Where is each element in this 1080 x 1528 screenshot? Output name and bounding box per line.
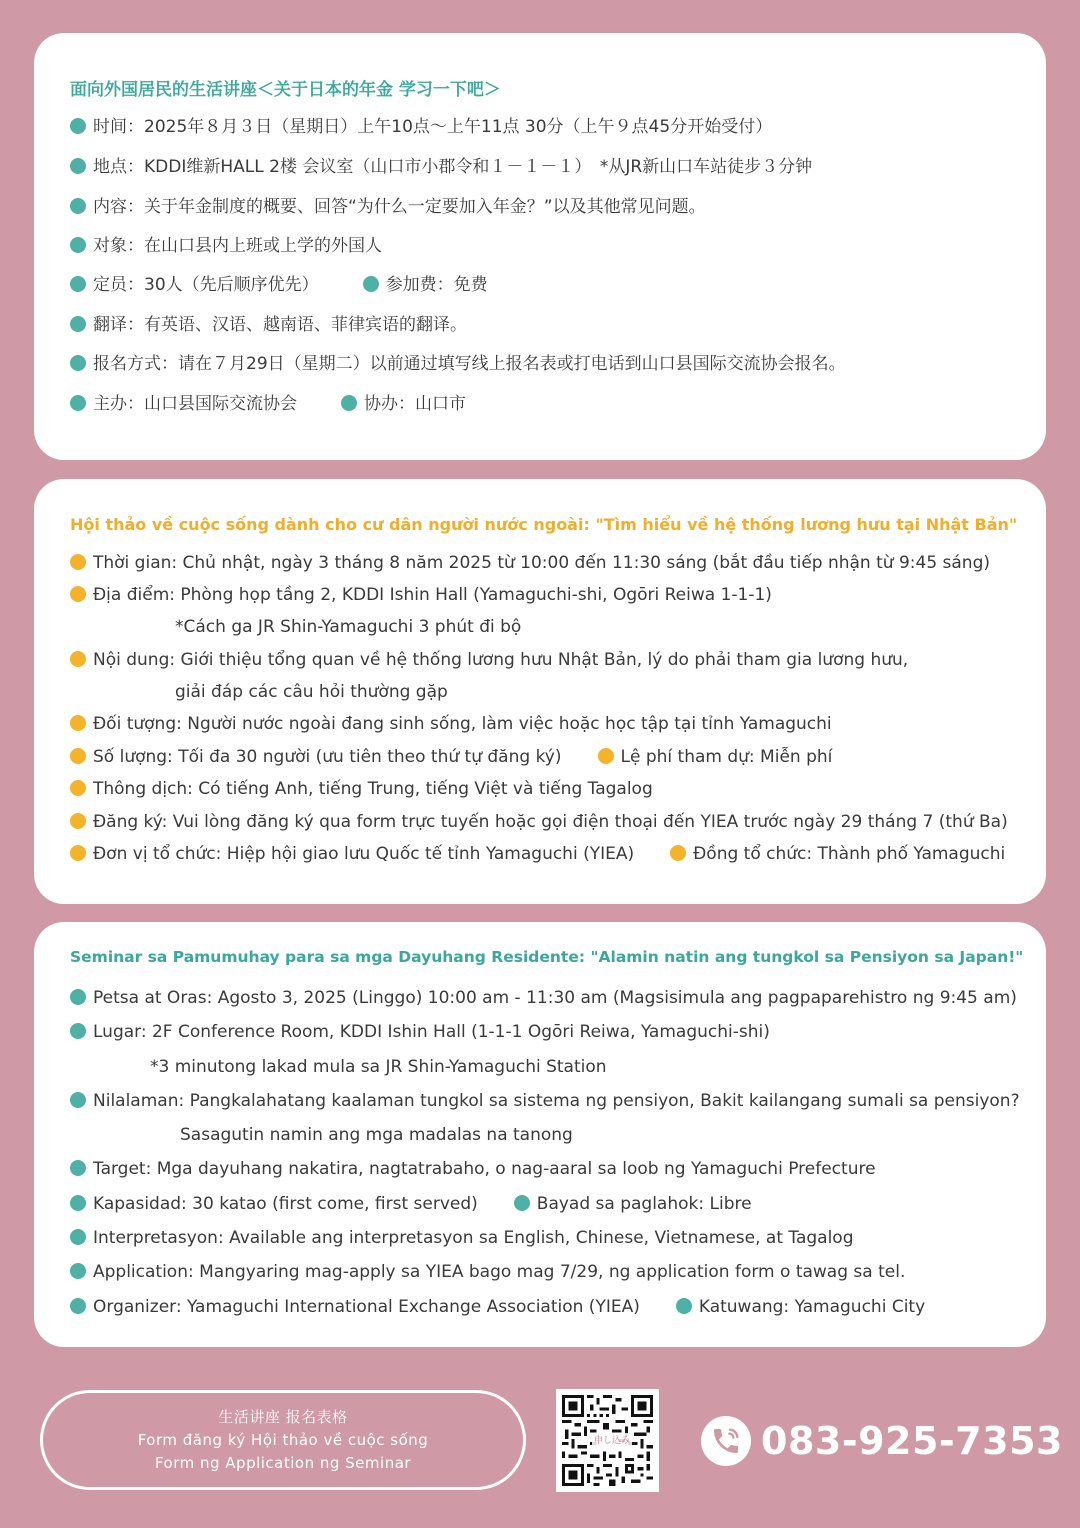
info-organizer <box>70 394 1026 415</box>
info-application: Đăng ký: Vui lòng đăng ký qua form trực tuyến hoặc gọi điện thoại đến YIEA trước ngày 29 tháng 7 (thứ Ba) <box>70 812 1026 832</box>
info-application: 报名方式：请在７月29日（星期二）以前通过填写线上报名表或打电话到山口县国际交流协会报名。 <box>70 354 1026 374</box>
bullet-dot <box>70 316 86 332</box>
info-target: Đối tượng: Người nước ngoài đang sinh sống, làm việc hoặc học tập tại tỉnh Yamaguchi <box>70 714 1026 734</box>
bullet-dot <box>70 651 86 667</box>
bullet-dot <box>70 780 86 796</box>
bullet-dot <box>70 1298 86 1314</box>
info-cosponsor: 协办：山口市 <box>341 394 466 414</box>
bullet-dot <box>70 276 86 292</box>
phone-icon <box>701 1416 751 1466</box>
info-content-cont: Sasagutin namin ang mga madalas na tanong <box>180 1125 573 1145</box>
info-fee: Bayad sa paglahok: Libre <box>514 1194 752 1214</box>
bullet-dot <box>70 1263 86 1279</box>
info-interpretation: 翻译：有英语、汉语、越南语、菲律宾语的翻译。 <box>70 315 1026 335</box>
qr-code[interactable] <box>556 1389 659 1492</box>
bullet-dot <box>70 1023 86 1039</box>
card-title: 面向外国居民的生活讲座＜关于日本的年金 学习一下吧＞ <box>70 80 501 100</box>
card-title: Seminar sa Pamumuhay para sa mga Dayuhang Residente: "Alamin natin ang tungkol sa Pensiyon sa Japan!" <box>70 948 1024 966</box>
info-place-note: *3 minutong lakad mula sa JR Shin-Yamaguchi Station <box>150 1057 607 1077</box>
card-vietnamese <box>34 479 1046 904</box>
bullet-dot <box>70 554 86 570</box>
info-content-cont: giải đáp các câu hỏi thường gặp <box>175 682 448 702</box>
bullet-dot <box>514 1195 530 1211</box>
bullet-dot <box>363 276 379 292</box>
bullet-dot <box>70 586 86 602</box>
info-capacity: 定员：30人（先后顺序优先） <box>70 275 319 295</box>
info-interpretation: Thông dịch: Có tiếng Anh, tiếng Trung, tiếng Việt và tiếng Tagalog <box>70 779 1026 799</box>
form-label-zh: 生活讲座 报名表格 <box>218 1407 348 1426</box>
info-place-note: *Cách ga JR Shin-Yamaguchi 3 phút đi bộ <box>175 617 522 637</box>
info-content: Nội dung: Giới thiệu tổng quan về hệ thống lương hưu Nhật Bản, lý do phải tham gia lương hưu, <box>70 650 1026 670</box>
info-organizer-main: Organizer: Yamaguchi International Exchange Association (YIEA) <box>70 1297 640 1317</box>
info-time: Petsa at Oras: Agosto 3, 2025 (Linggo) 10:00 am - 11:30 am (Magsisimula ang pagpaparehistro ng 9:45 am) <box>70 988 1026 1008</box>
bullet-dot <box>70 237 86 253</box>
info-capacity: Số lượng: Tối đa 30 người (ưu tiên theo thứ tự đăng ký) <box>70 747 562 767</box>
info-place: Lugar: 2F Conference Room, KDDI Ishin Hall (1-1-1 Ogōri Reiwa, Yamaguchi-shi) <box>70 1022 1026 1042</box>
card-tagalog <box>34 922 1046 1347</box>
info-application: Application: Mangyaring mag-apply sa YIEA bago mag 7/29, ng application form o tawag sa tel. <box>70 1262 1026 1282</box>
bullet-dot <box>598 748 614 764</box>
bullet-dot <box>70 813 86 829</box>
bullet-dot <box>676 1298 692 1314</box>
bullet-dot <box>670 845 686 861</box>
bullet-dot <box>70 845 86 861</box>
info-capacity-fee <box>70 747 1026 768</box>
bullet-dot <box>70 715 86 731</box>
phone-icon-graphic <box>710 1425 742 1457</box>
form-label-vi: Form đăng ký Hội thảo về cuộc sống <box>137 1430 429 1449</box>
form-label-tl: Form ng Application ng Seminar <box>154 1453 412 1472</box>
info-capacity: Kapasidad: 30 katao (first come, first served) <box>70 1194 478 1214</box>
info-organizer <box>70 1297 1026 1318</box>
info-fee: Lệ phí tham dự: Miễn phí <box>598 747 833 767</box>
bullet-dot <box>70 395 86 411</box>
card-chinese <box>34 33 1046 460</box>
bullet-dot <box>70 1229 86 1245</box>
bullet-dot <box>70 355 86 371</box>
info-cosponsor: Katuwang: Yamaguchi City <box>676 1297 925 1317</box>
bullet-dot <box>70 989 86 1005</box>
phone-number[interactable]: 083-925-7353 <box>761 1419 1063 1463</box>
info-cosponsor: Đồng tổ chức: Thành phố Yamaguchi <box>670 844 1005 864</box>
bullet-dot <box>70 1160 86 1176</box>
info-place: Địa điểm: Phòng họp tầng 2, KDDI Ishin Hall (Yamaguchi-shi, Ogōri Reiwa 1-1-1) <box>70 585 1026 605</box>
bullet-dot <box>70 1092 86 1108</box>
bullet-dot <box>70 1195 86 1211</box>
card-title: Hội thảo về cuộc sống dành cho cư dân người nước ngoài: "Tìm hiểu về hệ thống lương hưu tại Nhật Bản" <box>70 515 1018 534</box>
bullet-dot <box>70 198 86 214</box>
qr-overlay-label: 申し込み <box>592 1433 632 1446</box>
bullet-dot <box>70 158 86 174</box>
bullet-dot <box>70 748 86 764</box>
bullet-dot <box>341 395 357 411</box>
info-content: 内容：关于年金制度的概要、回答“为什么一定要加入年金？”以及其他常见问题。 <box>70 197 1026 217</box>
info-capacity-fee <box>70 1194 1026 1215</box>
info-organizer <box>70 844 1026 865</box>
info-interpretation: Interpretasyon: Available ang interpretasyon sa English, Chinese, Vietnamese, at Tagalog <box>70 1228 1026 1248</box>
bullet-dot <box>70 118 86 134</box>
info-time: Thời gian: Chủ nhật, ngày 3 tháng 8 năm 2025 từ 10:00 đến 11:30 sáng (bắt đầu tiếp nhận từ 9:45 sáng) <box>70 553 1026 573</box>
info-fee: 参加费：免费 <box>363 275 488 295</box>
info-time: 时间：2025年８月３日（星期日）上午10点～上午11点 30分（上午９点45分开始受付） <box>70 117 1026 137</box>
application-form-button[interactable] <box>40 1390 526 1490</box>
info-organizer-main: Đơn vị tổ chức: Hiệp hội giao lưu Quốc tế tỉnh Yamaguchi (YIEA) <box>70 844 634 864</box>
info-capacity-fee <box>70 275 1026 296</box>
info-target: 对象：在山口县内上班或上学的外国人 <box>70 236 1026 256</box>
info-content: Nilalaman: Pangkalahatang kaalaman tungkol sa sistema ng pensiyon, Bakit kailangang sumali sa pensiyon? <box>70 1091 1026 1111</box>
phone-contact[interactable] <box>701 1413 1063 1469</box>
info-organizer-main: 主办：山口县国际交流协会 <box>70 394 297 414</box>
info-place: 地点：KDDI维新HALL 2楼 会议室（山口市小郡令和１－１－１） *从JR新山口车站徒步３分钟 <box>70 157 1026 177</box>
info-target: Target: Mga dayuhang nakatira, nagtatrabaho, o nag-aaral sa loob ng Yamaguchi Prefecture <box>70 1159 1026 1179</box>
